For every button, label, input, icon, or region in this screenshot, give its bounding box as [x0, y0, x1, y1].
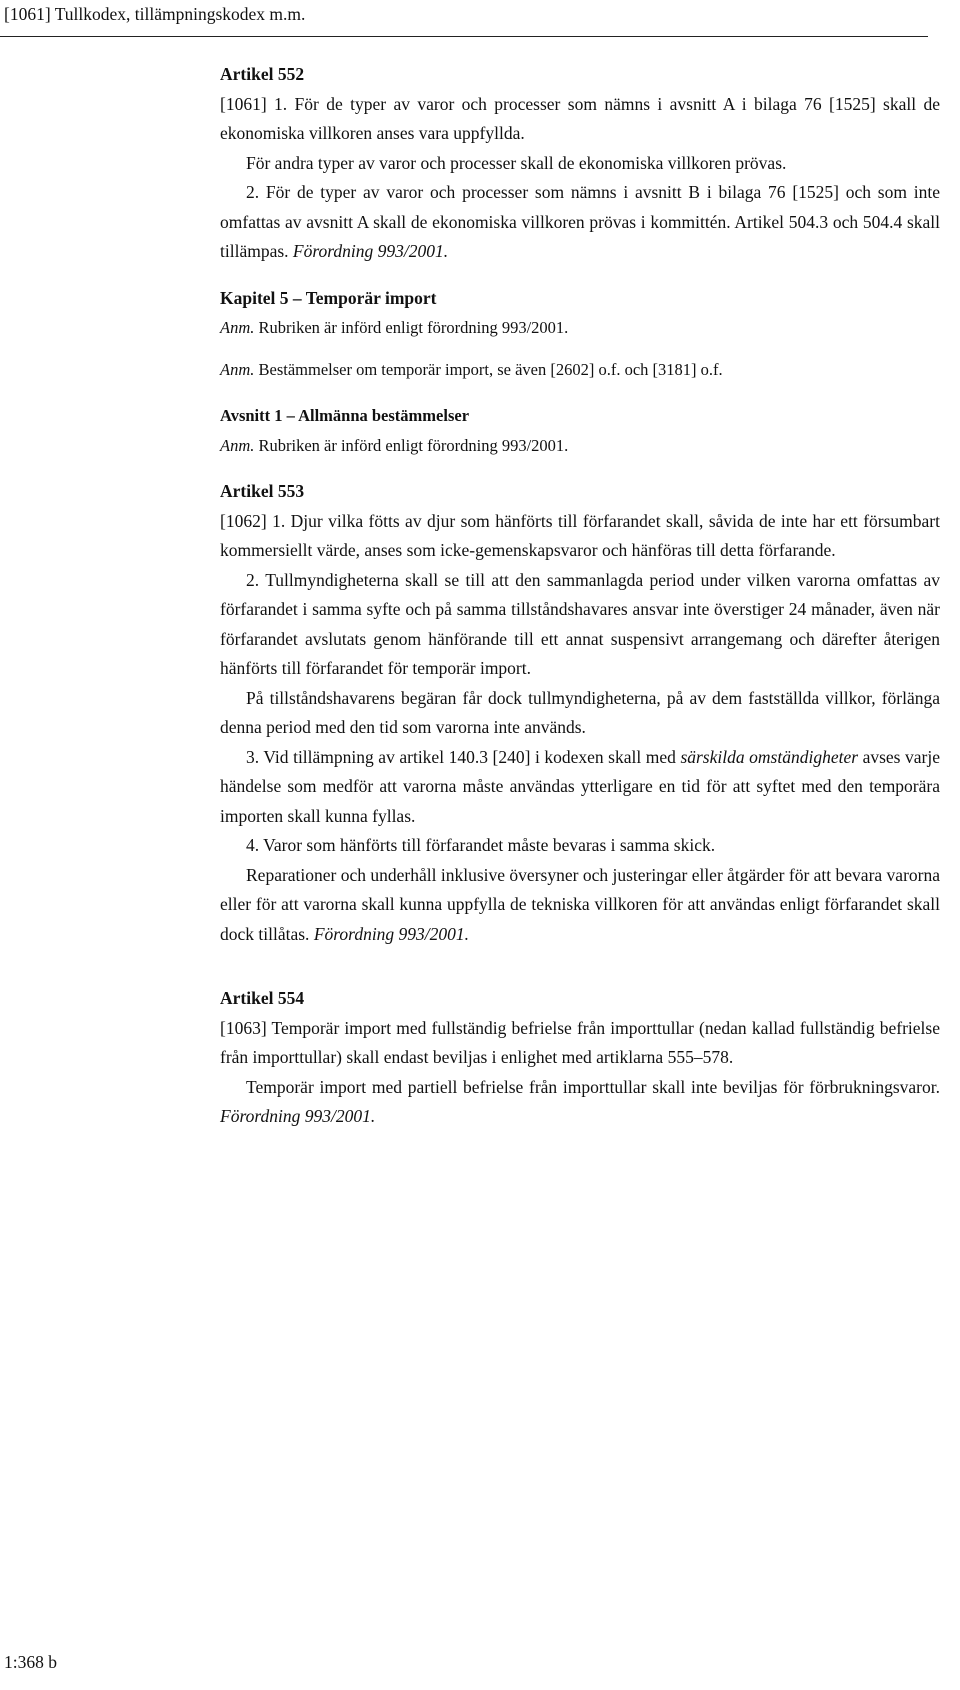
- running-header: [1061] Tullkodex, tillämpningskodex m.m.: [4, 4, 306, 24]
- section-1-note: [220, 431, 940, 461]
- article-552-paragraph-1: [1061] 1. För de typer av varor och processer som nämns i avsnitt A i bilaga 76 [1525] skall de ekonomiska villkoren anses vara uppfyllda.: [220, 93, 940, 143]
- article-553-paragraph-4-end: avses varje händelse som medför att varorna måste användas ytterligare en tid för att syftet med den temporära importen skall kunna fyllas.: [220, 746, 940, 826]
- page-number: 1:368 b: [4, 1652, 57, 1672]
- article-552-paragraph-2: För andra typer av varor och processer skall de ekonomiska villkoren prövas.: [246, 152, 787, 173]
- chapter-5-heading: Kapitel 5 – Temporär import: [220, 287, 437, 308]
- chapter-5-note-1: [220, 313, 940, 343]
- article-553-heading: Artikel 553: [220, 481, 305, 501]
- note-label: Anm.: [220, 318, 255, 337]
- article-553-paragraph-4: [220, 743, 940, 832]
- article-552-heading: Artikel 552: [220, 64, 305, 84]
- note-text: Rubriken är införd enligt förordning 993/2001.: [258, 435, 569, 455]
- article-553-paragraph-4-start: 3. Vid tillämpning av artikel 140.3 [240] i kodexen skall med: [246, 746, 676, 767]
- article-553-emphasis: särskilda omständigheter: [680, 746, 859, 767]
- article-553-paragraph-3: På tillståndshavarens begäran får dock tullmyndigheterna, på av dem fastställda villkor, förlänga denna period med den tid som varorna inte används.: [220, 687, 940, 737]
- article-554-paragraph-1: [1063] Temporär import med fullständig befrielse från importtullar (nedan kallad fullständig befrielse från importtullar) skall endast beviljas i enlighet med artiklarna 555–578.: [220, 1017, 940, 1067]
- article-554-paragraph-2: [220, 1073, 940, 1132]
- article-554-heading: Artikel 554: [220, 988, 305, 1008]
- article-553-paragraph-2: 2. Tullmyndigheterna skall se till att den sammanlagda period under vilken varorna omfattas av förfarandet i samma syfte och på samma tillståndshavares ansvar inte överstiger 24 månader, även när förfarandet avslutats genom hänförande till ett annat suspensivt arrangemang och därefter återigen hänförts till förfarandet för temporär import.: [220, 569, 940, 678]
- document-body: [220, 60, 940, 1132]
- article-552-paragraph-3-text: 2. För de typer av varor och processer som nämns i avsnitt B i bilaga 76 [1525] och som inte omfattas av avsnitt A skall de ekonomiska villkoren prövas i kommittén. Artikel 504.3 och 504.4 skall tillämpas.: [220, 182, 940, 261]
- chapter-5-note-2: [220, 355, 940, 385]
- header-divider: [0, 36, 928, 37]
- article-552-reference: Förordning 993/2001.: [292, 241, 449, 261]
- article-553-paragraph-6-text: Reparationer och underhåll inklusive översyner och justeringar eller åtgärder för att bevara varorna eller för att varorna skall kunna uppfylla de tekniska villkoren för att användas enligt förfarandet skall dock tillåtas.: [220, 864, 940, 944]
- section-1-heading: Avsnitt 1 – Allmänna bestämmelser: [220, 406, 470, 425]
- article-554-paragraph-2-text: Temporär import med partiell befrielse från importtullar skall inte beviljas för förbrukningsvaror.: [246, 1076, 940, 1097]
- note-text: Bestämmelser om temporär import, se även [2602] o.f. och [3181] o.f.: [258, 359, 723, 379]
- article-553-paragraph-1: [1062] 1. Djur vilka fötts av djur som hänförts till förfarandet skall, såvida de inte har ett försumbart kommersiellt värde, anses som icke-gemenskapsvaror och hänföras till detta förfarande.: [220, 510, 940, 560]
- note-text: Rubriken är införd enligt förordning 993/2001.: [258, 318, 569, 337]
- article-553-reference: Förordning 993/2001.: [313, 923, 470, 944]
- article-553-paragraph-5: 4. Varor som hänförts till förfarandet måste bevaras i samma skick.: [246, 835, 716, 855]
- note-label: Anm.: [220, 359, 255, 379]
- article-552-paragraph-3: [220, 178, 940, 267]
- article-554-reference: Förordning 993/2001.: [220, 1106, 376, 1126]
- note-label: Anm.: [220, 435, 255, 455]
- article-553-paragraph-6: [220, 861, 940, 950]
